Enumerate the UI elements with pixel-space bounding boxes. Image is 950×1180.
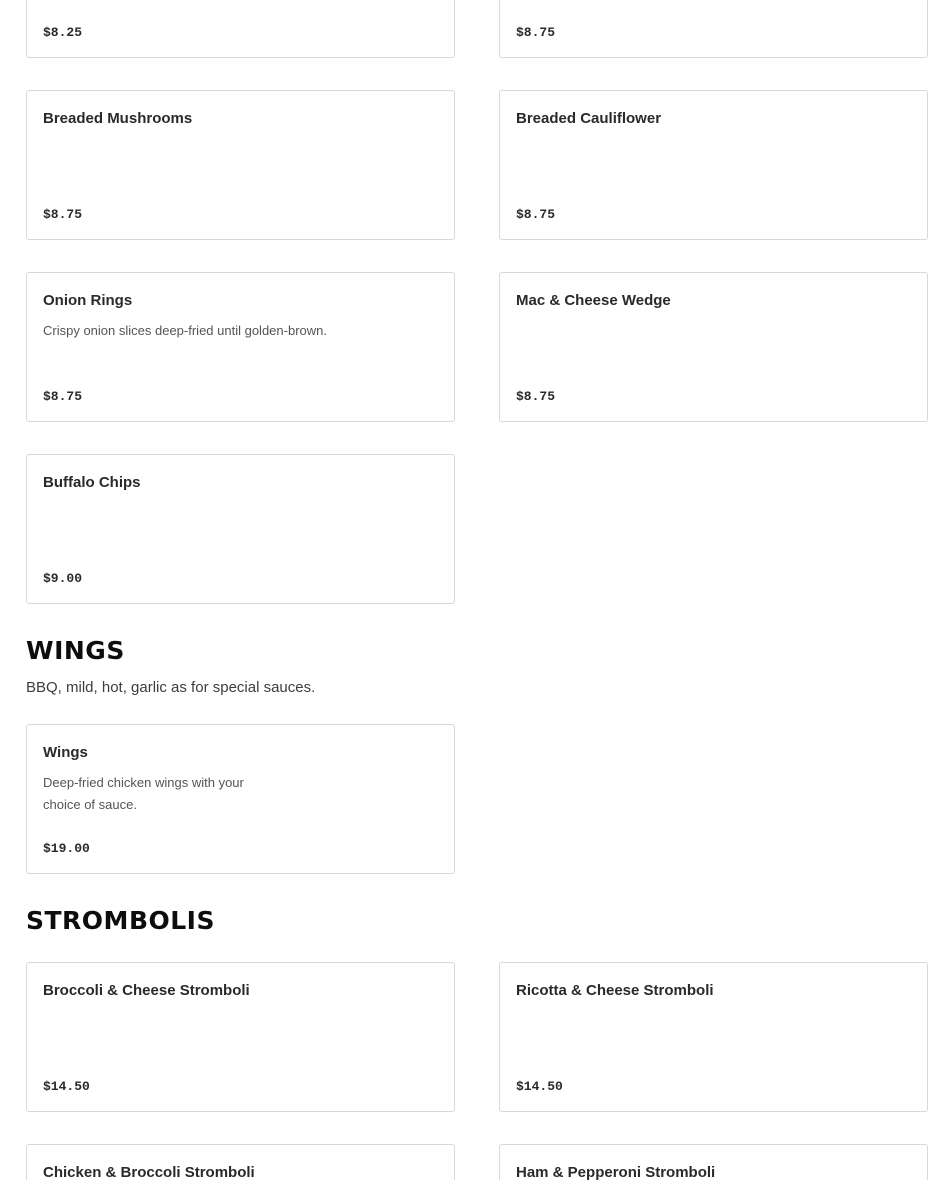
- menu-item-name: Breaded Cauliflower: [516, 110, 662, 127]
- section-title-strombolis: STROMBOLIS: [26, 906, 215, 935]
- menu-item-description: Crispy onion slices deep-fried until golden-brown.: [43, 323, 327, 338]
- menu-item-price: $8.25: [43, 25, 83, 40]
- menu-item-card-wings[interactable]: [26, 724, 455, 874]
- menu-item-price: $8.75: [43, 207, 83, 222]
- menu-item-name: Onion Rings: [43, 292, 133, 309]
- menu-item-price: $14.50: [516, 1079, 563, 1094]
- menu-item-price: $8.75: [516, 25, 556, 40]
- menu-item-name: Buffalo Chips: [43, 474, 141, 491]
- menu-item-description: Deep-fried chicken wings with your choice of sauce.: [43, 775, 244, 812]
- menu-item-price: $14.50: [43, 1079, 90, 1094]
- menu-item-name: Broccoli & Cheese Stromboli: [43, 982, 250, 999]
- menu-item-name: Ricotta & Cheese Stromboli: [516, 982, 714, 999]
- section-title-wings: WINGS: [26, 636, 125, 665]
- menu-item-card-breaded-mushrooms[interactable]: [26, 90, 455, 240]
- menu-item-card-broccoli-cheese-stromboli[interactable]: [26, 962, 455, 1112]
- menu-item-card-ricotta-cheese-stromboli[interactable]: [499, 962, 928, 1112]
- menu-item-name: Mac & Cheese Wedge: [516, 292, 671, 309]
- menu-item-price: $8.75: [516, 207, 556, 222]
- menu-item-name: Ham & Pepperoni Stromboli: [516, 1164, 716, 1180]
- menu-item-card-buffalo-chips[interactable]: [26, 454, 455, 604]
- menu-item-card-ham-pepperoni-stromboli[interactable]: [499, 1144, 928, 1180]
- menu-item-card-chicken-broccoli-stromboli[interactable]: [26, 1144, 455, 1180]
- menu-item-card-mac-cheese-wedge[interactable]: [499, 272, 928, 422]
- menu-item-card[interactable]: [499, 0, 928, 58]
- menu-item-card-onion-rings[interactable]: [26, 272, 455, 422]
- menu-item-card[interactable]: [26, 0, 455, 58]
- menu-item-price: $8.75: [43, 389, 83, 404]
- menu-item-name: Wings: [43, 744, 88, 761]
- section-description-wings: BBQ, mild, hot, garlic as for special sauces.: [26, 679, 316, 696]
- menu-item-name: Chicken & Broccoli Stromboli: [43, 1164, 255, 1180]
- menu-item-price: $8.75: [516, 389, 556, 404]
- menu-item-name: Breaded Mushrooms: [43, 110, 193, 127]
- menu-item-price: $9.00: [43, 571, 83, 586]
- menu-item-price: $19.00: [43, 841, 90, 856]
- menu-item-card-breaded-cauliflower[interactable]: [499, 90, 928, 240]
